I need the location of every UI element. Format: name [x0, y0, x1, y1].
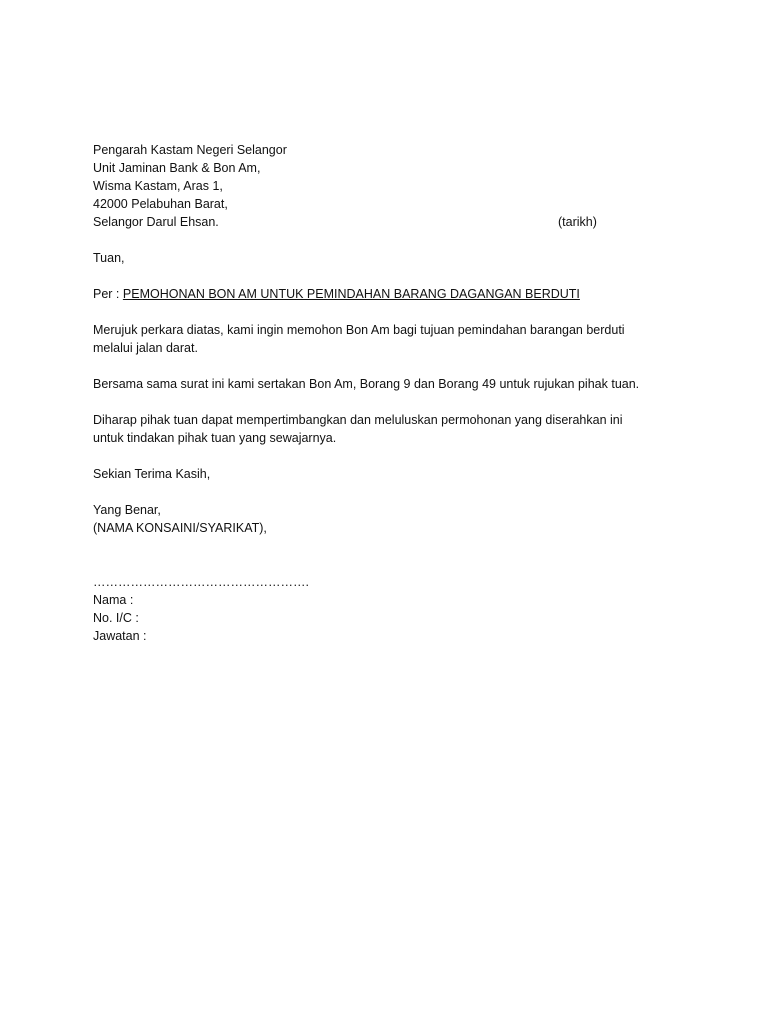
spacer [93, 303, 673, 321]
paragraph-1-line-2: melalui jalan darat. [93, 341, 198, 355]
paragraph-1 [93, 321, 673, 357]
address-line-5: Selangor Darul Ehsan. [93, 215, 219, 229]
sender-name: (NAMA KONSAINI/SYARIKAT), [93, 521, 267, 535]
address-line-2: Unit Jaminan Bank & Bon Am, [93, 161, 261, 175]
signature-block [93, 573, 673, 645]
spacer [93, 393, 673, 411]
signature-ic-label: No. I/C : [93, 611, 139, 625]
letter-body [93, 141, 673, 645]
signature-name-label: Nama : [93, 593, 134, 607]
address-line-4: 42000 Pelabuhan Barat, [93, 197, 228, 211]
subject-title: PEMOHONAN BON AM UNTUK PEMINDAHAN BARANG DAGANGAN BERDUTI [122, 287, 580, 301]
signature-position-label: Jawatan : [93, 629, 147, 643]
recipient-address [93, 141, 673, 231]
address-line-3: Wisma Kastam, Aras 1, [93, 179, 223, 193]
spacer [93, 483, 673, 501]
address-line-5-row [93, 213, 673, 231]
salutation: Tuan, [93, 251, 125, 265]
closing-thanks: Sekian Terima Kasih, [93, 467, 211, 481]
closing-sincerely: Yang Benar, [93, 503, 161, 517]
subject-line [93, 285, 673, 303]
paragraph-1-line-1: Merujuk perkara diatas, kami ingin memohon Bon Am bagi tujuan pemindahan barangan berduti [93, 323, 625, 337]
spacer [93, 267, 673, 285]
spacer [93, 357, 673, 375]
paragraph-3-line-2: untuk tindakan pihak tuan yang sewajarnya. [93, 431, 337, 445]
spacer [93, 447, 673, 465]
paragraph-3 [93, 411, 673, 447]
paragraph-3-line-1: Diharap pihak tuan dapat mempertimbangkan dan meluluskan permohonan yang diserahkan ini [93, 413, 623, 427]
signature-line: ……………………………………………. [93, 575, 309, 589]
subject-prefix: Per : [93, 287, 120, 301]
spacer [93, 537, 673, 573]
address-line-1: Pengarah Kastam Negeri Selangor [93, 143, 287, 157]
spacer [93, 231, 673, 249]
date-placeholder: (tarikh) [558, 215, 597, 229]
paragraph-2: Bersama sama surat ini kami sertakan Bon Am, Borang 9 dan Borang 49 untuk rujukan pihak tuan. [93, 377, 640, 391]
